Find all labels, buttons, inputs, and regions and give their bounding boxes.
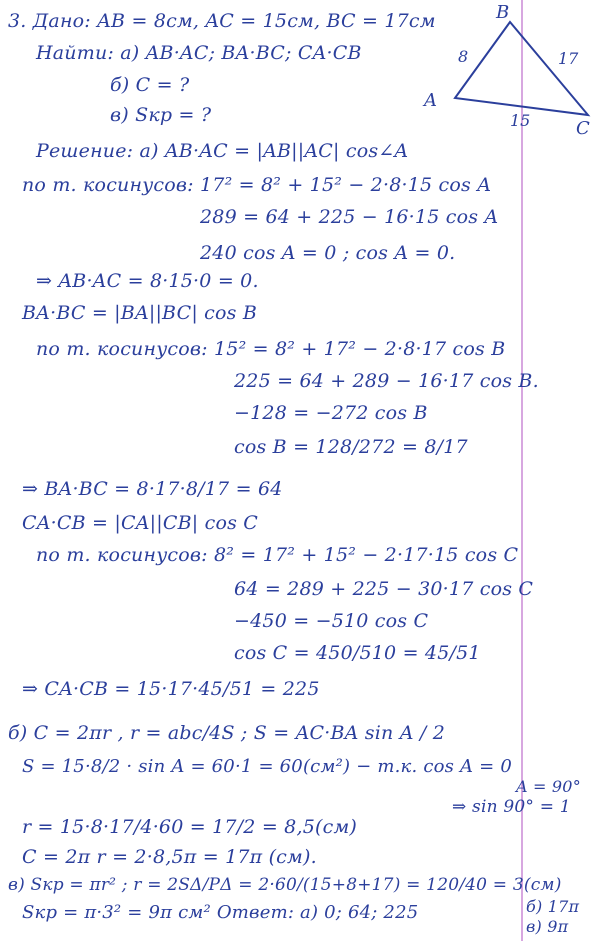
cosine-law-b: по т. косинусов: 15² = 8² + 17² − 2·8·17 cos B bbox=[36, 338, 506, 360]
result-ca-cb: ⇒ CA·CB = 15·17·45/51 = 225 bbox=[22, 678, 320, 700]
answer-line: Sкр = π·3² = 9π см² Ответ: а) 0; 64; 225 bbox=[22, 902, 419, 923]
side-ac-label: 15 bbox=[510, 111, 531, 130]
cos-c-line: cos C = 450/510 = 45/51 bbox=[234, 642, 481, 664]
side-bc-label: 17 bbox=[558, 49, 579, 68]
side-ab-label: 8 bbox=[458, 47, 469, 66]
area-line: S = 15·8/2 · sin A = 60·1 = 60(см²) − т.к. cos A = 0 bbox=[22, 756, 512, 777]
part-c-line: в) Sкр = πr² ; r = 2SΔ/PΔ = 2·60/(15+8+17) = 120/40 = 3(см) bbox=[8, 875, 562, 895]
part-b-formulas: б) C = 2πr , r = abc/4S ; S = AC·BA sin A / 2 bbox=[8, 722, 445, 744]
cosine-law-a: по т. косинусов: 17² = 8² + 15² − 2·8·15 cos A bbox=[22, 174, 492, 196]
result-ab-ac: ⇒ AB·AC = 8·15·0 = 0. bbox=[36, 270, 259, 292]
equation-line: 64 = 289 + 225 − 30·17 cos C bbox=[234, 578, 534, 600]
equation-line: 240 cos A = 0 ; cos A = 0. bbox=[200, 242, 456, 264]
answer-b: б) 17π bbox=[526, 897, 580, 916]
find-c-line: в) Sкр = ? bbox=[110, 104, 212, 126]
radius-line: r = 15·8·17/4·60 = 17/2 = 8,5(см) bbox=[22, 816, 358, 838]
sin-note: ⇒ sin 90° = 1 bbox=[452, 797, 571, 817]
vertex-a-label: A bbox=[424, 90, 437, 111]
equation-line: 225 = 64 + 289 − 16·17 cos B. bbox=[234, 370, 539, 392]
given-line: 3. Дано: AB = 8см, AC = 15см, BC = 17см bbox=[8, 10, 436, 32]
equation-line: 289 = 64 + 225 − 16·15 cos A bbox=[200, 206, 499, 228]
ba-bc-formula: BA·BC = |BA||BC| cos B bbox=[22, 302, 257, 324]
result-ba-bc: ⇒ BA·BC = 8·17·8/17 = 64 bbox=[22, 478, 283, 500]
cosine-law-c: по т. косинусов: 8² = 17² + 15² − 2·17·15 cos C bbox=[36, 544, 519, 566]
equation-line: −450 = −510 cos C bbox=[234, 610, 429, 632]
cos-b-line: cos B = 128/272 = 8/17 bbox=[234, 436, 468, 458]
vertex-b-label: B bbox=[496, 2, 510, 23]
triangle-diagram bbox=[420, 0, 600, 140]
find-b-line: б) C = ? bbox=[110, 74, 190, 96]
equation-line: −128 = −272 cos B bbox=[234, 402, 428, 424]
ca-cb-formula: CA·CB = |CA||CB| cos C bbox=[22, 512, 259, 534]
circumference-line: C = 2π r = 2·8,5π = 17π (см). bbox=[22, 846, 317, 868]
vertex-c-label: C bbox=[576, 118, 590, 139]
answer-c: в) 9π bbox=[526, 917, 569, 936]
angle-a-note: A = 90° bbox=[516, 777, 581, 796]
solution-line: Решение: а) AB·AC = |AB||AC| cos∠A bbox=[36, 140, 409, 162]
find-line: Найти: а) AB·AC; BA·BC; CA·CB bbox=[36, 42, 362, 64]
